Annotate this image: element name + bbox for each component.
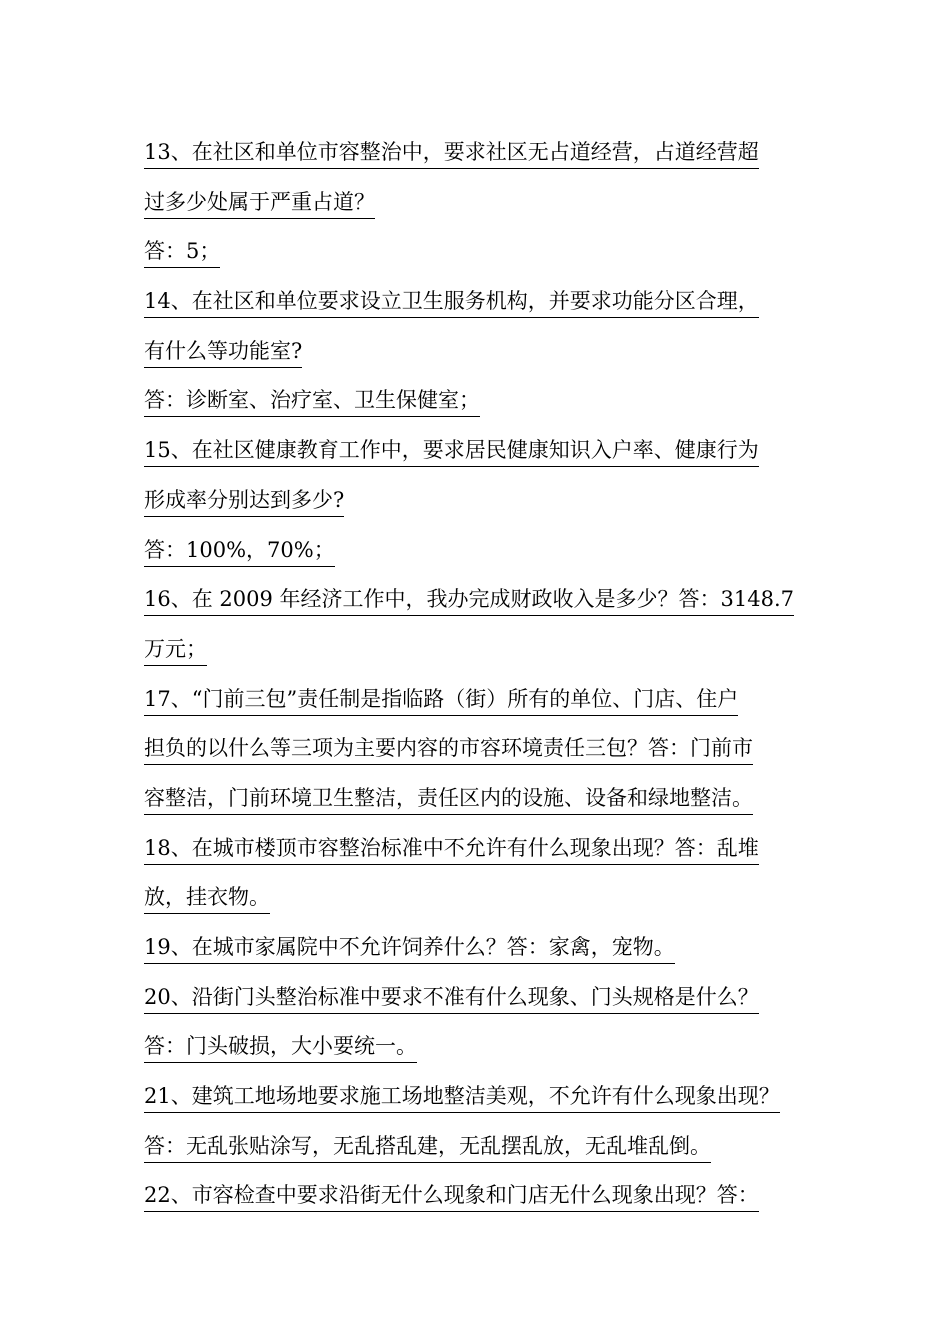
text-line	[144, 575, 844, 625]
text-line	[144, 923, 844, 973]
line-text: 20、沿街门头整治标准中要求不准有什么现象、门头规格是什么？	[144, 983, 759, 1014]
text-line	[144, 426, 844, 476]
text-line	[144, 675, 844, 725]
line-text: 21、建筑工地场地要求施工场地整洁美观，不允许有什么现象出现？	[144, 1082, 780, 1113]
text-line	[144, 973, 844, 1023]
line-text: 形成率分别达到多少?	[144, 486, 344, 517]
line-text: 14、在社区和单位要求设立卫生服务机构，并要求功能分区合理，	[144, 287, 759, 318]
line-text: 13、在社区和单位市容整治中，要求社区无占道经营，占道经营超	[144, 138, 759, 169]
line-text: 放，挂衣物。	[144, 883, 270, 914]
line-text: 过多少处属于严重占道？	[144, 188, 375, 219]
text-line	[144, 625, 844, 675]
line-text: 答：门头破损，大小要统一。	[144, 1032, 417, 1063]
line-text: 19、在城市家属院中不允许饲养什么？答：家禽，宠物。	[144, 933, 675, 964]
text-line	[144, 1171, 844, 1221]
text-line	[144, 1022, 844, 1072]
text-line	[144, 227, 844, 277]
line-text: 答：诊断室、治疗室、卫生保健室；	[144, 386, 480, 417]
text-line	[144, 376, 844, 426]
text-line	[144, 724, 844, 774]
text-line	[144, 128, 844, 178]
text-line	[144, 1072, 844, 1122]
text-line	[144, 774, 844, 824]
line-text: 有什么等功能室?	[144, 337, 302, 368]
text-line	[144, 277, 844, 327]
line-text: 17、“门前三包”责任制是指临路（街）所有的单位、门店、住户	[144, 685, 738, 716]
text-line	[144, 526, 844, 576]
line-text: 18、在城市楼顶市容整治标准中不允许有什么现象出现？答：乱堆	[144, 834, 759, 865]
line-text: 16、在 2009 年经济工作中，我办完成财政收入是多少？答：3148.7	[144, 585, 794, 616]
line-text: 答：100%，70%；	[144, 536, 335, 567]
line-text: 答：无乱张贴涂写，无乱搭乱建，无乱摆乱放，无乱堆乱倒。	[144, 1132, 711, 1163]
line-text: 容整洁，门前环境卫生整洁，责任区内的设施、设备和绿地整洁。	[144, 784, 753, 815]
text-line	[144, 1122, 844, 1172]
text-line	[144, 824, 844, 874]
text-line	[144, 178, 844, 228]
line-text: 22、市容检查中要求沿街无什么现象和门店无什么现象出现？答：	[144, 1181, 759, 1212]
document-body	[144, 128, 844, 1221]
line-text: 担负的以什么等三项为主要内容的市容环境责任三包？答：门前市	[144, 734, 753, 765]
text-line	[144, 873, 844, 923]
line-text: 万元；	[144, 635, 207, 666]
text-line	[144, 476, 844, 526]
text-line	[144, 327, 844, 377]
line-text: 答：5；	[144, 237, 220, 268]
line-text: 15、在社区健康教育工作中，要求居民健康知识入户率、健康行为	[144, 436, 759, 467]
